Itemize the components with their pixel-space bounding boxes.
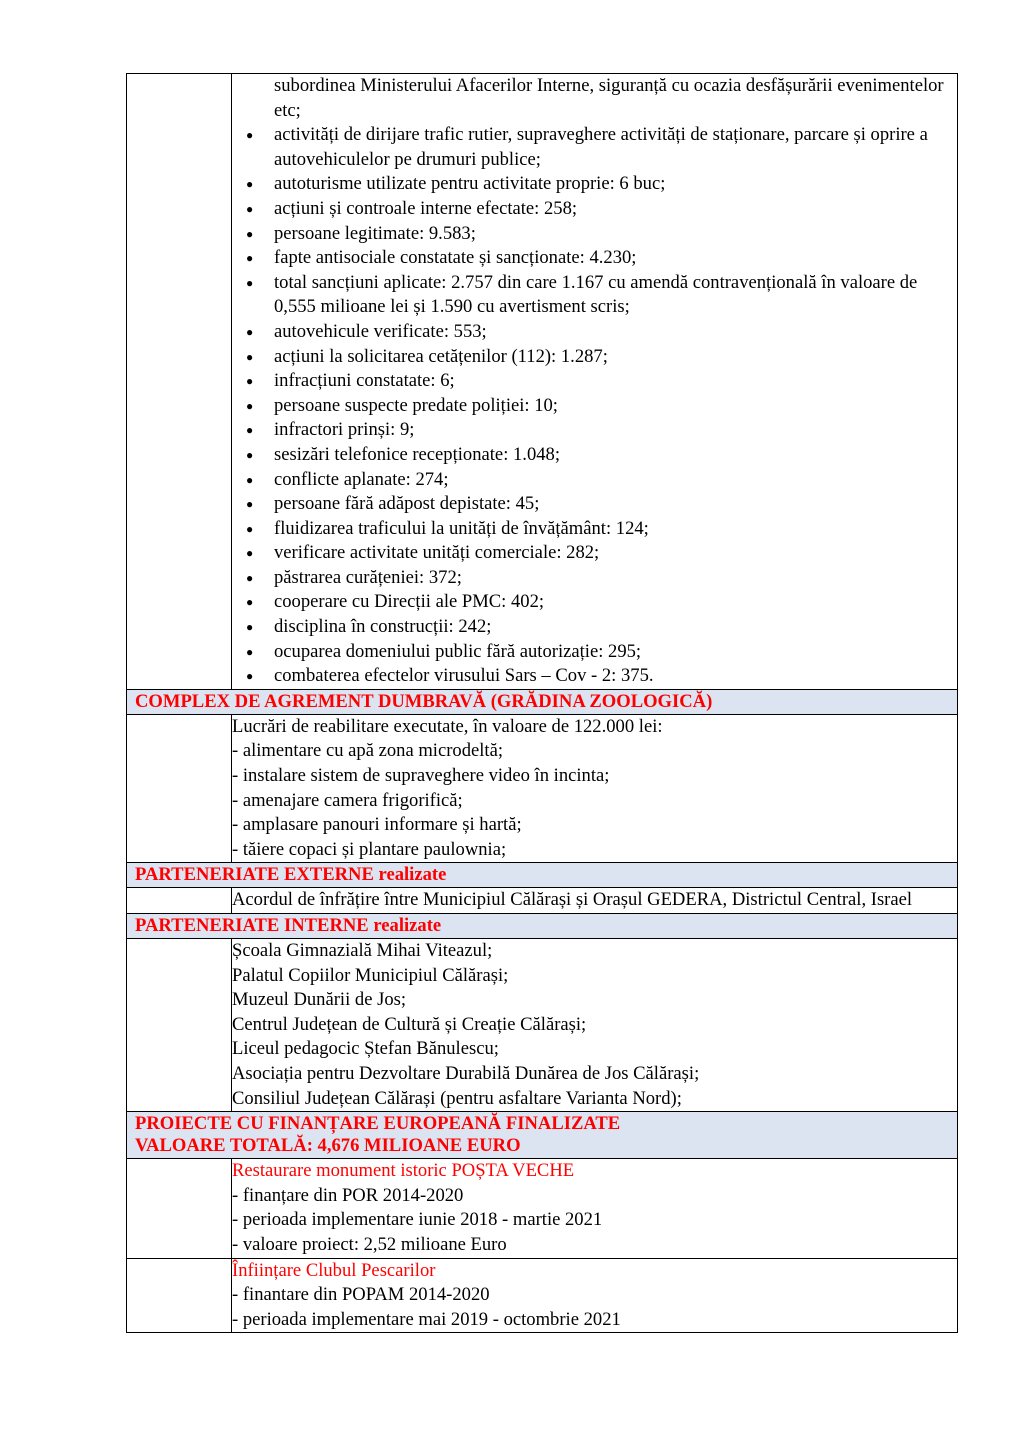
text-line: - finanțare din POR 2014-2020 bbox=[232, 1184, 464, 1206]
text-line: - amenajare camera frigorifică; bbox=[232, 789, 463, 811]
text-line: - amplasare panouri informare și hartă; bbox=[232, 814, 522, 836]
list-item: ● verificare activitate unități comerciale: 282; bbox=[232, 541, 957, 566]
section-header-zoo: COMPLEX DE AGREMENT DUMBRAVĂ (GRĂDINA ZOOLOGICĂ) bbox=[127, 689, 958, 714]
section-header-row bbox=[127, 914, 958, 939]
external-partnership-cell bbox=[232, 888, 958, 914]
text-line: Liceul pedagocic Ștefan Bănulescu; bbox=[232, 1038, 499, 1060]
list-item: ● conflicte aplanate: 274; bbox=[232, 468, 957, 493]
empty-cell bbox=[127, 1258, 232, 1333]
header-line: VALOARE TOTALĂ: 4,676 MILIOANE EURO bbox=[135, 1135, 521, 1157]
text-line: - instalare sistem de supraveghere video în incinta; bbox=[232, 765, 610, 787]
activity-list bbox=[232, 123, 957, 689]
list-item: ● ocuparea domeniului public fără autorizație: 295; bbox=[232, 640, 957, 665]
empty-cell bbox=[127, 714, 232, 863]
text-line: - perioada implementare iunie 2018 - martie 2021 bbox=[232, 1209, 603, 1231]
document-page bbox=[126, 73, 958, 1333]
table-row bbox=[127, 74, 958, 690]
text-line: Lucrări de reabilitare executate, în valoare de 122.000 lei: bbox=[232, 715, 663, 737]
header-rest-text: realizate bbox=[368, 915, 442, 936]
text-line: Școala Gimnazială Mihai Viteazul; bbox=[232, 940, 493, 961]
table-row bbox=[127, 1159, 958, 1258]
project-title: Restaurare monument istoric POȘTA VECHE bbox=[232, 1160, 575, 1182]
list-item: ● activități de dirijare trafic rutier, supraveghere activități de staționare, parcare și oprire a autovehiculelor pe drumuri publice; bbox=[232, 123, 957, 172]
list-item: ● păstrarea curățeniei: 372; bbox=[232, 566, 957, 591]
section-header-internal-partnerships bbox=[127, 914, 958, 939]
list-item: ● combaterea efectelor virusului Sars – Cov - 2: 375. bbox=[232, 664, 957, 689]
list-item: ● infractori prinși: 9; bbox=[232, 418, 957, 443]
continuation-text: subordinea Ministerului Afacerilor Interne, siguranță cu ocazia desfășurării evenimentelor etc; bbox=[274, 75, 944, 121]
section-header-row bbox=[127, 1112, 958, 1159]
empty-cell bbox=[127, 1159, 232, 1258]
zoo-works-cell bbox=[232, 714, 958, 863]
header-rest-text: realizate bbox=[373, 864, 447, 886]
list-item: ● disciplina în construcții: 242; bbox=[232, 615, 957, 640]
internal-partnerships-cell bbox=[232, 939, 958, 1112]
list-item: ● acțiuni și controale interne efectate: 258; bbox=[232, 197, 957, 222]
empty-cell bbox=[127, 74, 232, 690]
text-line: - perioada implementare mai 2019 - octombrie 2021 bbox=[232, 1308, 621, 1330]
empty-cell bbox=[127, 939, 232, 1112]
section-header-row bbox=[127, 863, 958, 888]
list-item: ● persoane suspecte predate poliției: 10; bbox=[232, 394, 957, 419]
table-row bbox=[127, 939, 958, 1112]
list-item: ● infracțiuni constatate: 6; bbox=[232, 369, 957, 394]
text-line: Palatul Copiilor Municipiul Călărași; bbox=[232, 964, 509, 986]
list-item: ● autovehicule verificate: 553; bbox=[232, 320, 957, 345]
list-item: ● persoane fără adăpost depistate: 45; bbox=[232, 492, 957, 517]
table-row bbox=[127, 714, 958, 863]
text-line: - finantare din POPAM 2014-2020 bbox=[232, 1284, 490, 1306]
header-bold-text: PARTENERIATE INTERNE bbox=[135, 915, 369, 936]
list-item: ● acțiuni la solicitarea cetățenilor (112): 1.287; bbox=[232, 345, 957, 370]
section-header-external-partnerships bbox=[127, 863, 958, 888]
empty-cell bbox=[127, 888, 232, 914]
list-item: ● autoturisme utilizate pentru activitate proprie: 6 buc; bbox=[232, 172, 957, 197]
list-item: ● sesizări telefonice recepționate: 1.048; bbox=[232, 443, 957, 468]
text-line: - tăiere copaci și plantare paulownia; bbox=[232, 838, 507, 860]
project-cell-posta-veche bbox=[232, 1159, 958, 1258]
section-header-eu-projects bbox=[127, 1112, 958, 1159]
list-item: ● fluidizarea traficului la unități de învățământ: 124; bbox=[232, 517, 957, 542]
list-item: ● fapte antisociale constatate și sancționate: 4.230; bbox=[232, 246, 957, 271]
text-line: - alimentare cu apă zona microdeltă; bbox=[232, 740, 504, 762]
header-bold-text: PARTENERIATE EXTERNE bbox=[135, 864, 374, 886]
text-line: - valoare proiect: 2,52 milioane Euro bbox=[232, 1233, 507, 1255]
report-table bbox=[126, 73, 958, 1333]
text-line: Consiliul Județean Călărași (pentru asfaltare Varianta Nord); bbox=[232, 1087, 682, 1109]
activity-list-cell bbox=[232, 74, 958, 690]
header-line: PROIECTE CU FINANȚARE EUROPEANĂ FINALIZATE bbox=[135, 1113, 621, 1135]
list-item: ● cooperare cu Direcții ale PMC: 402; bbox=[232, 590, 957, 615]
text-line: Asociația pentru Dezvoltare Durabilă Dunărea de Jos Călărași; bbox=[232, 1062, 700, 1084]
list-item: ● persoane legitimate: 9.583; bbox=[232, 222, 957, 247]
text-line: Muzeul Dunării de Jos; bbox=[232, 989, 407, 1011]
table-row bbox=[127, 1258, 958, 1333]
text-line: Acordul de înfrățire între Municipiul Călărași și Orașul GEDERA, Districtul Central, Israel bbox=[232, 889, 913, 911]
project-title: Înființare Clubul Pescarilor bbox=[232, 1259, 436, 1281]
text-line: Centrul Județean de Cultură și Creație Călărași; bbox=[232, 1013, 587, 1035]
list-item: ● total sancțiuni aplicate: 2.757 din care 1.167 cu amendă contravențională în valoare de 0,555 milioane lei și 1.590 cu avertisment scris; bbox=[232, 271, 957, 320]
section-header-row bbox=[127, 689, 958, 714]
table-row bbox=[127, 888, 958, 914]
project-cell-clubul-pescarilor bbox=[232, 1258, 958, 1333]
